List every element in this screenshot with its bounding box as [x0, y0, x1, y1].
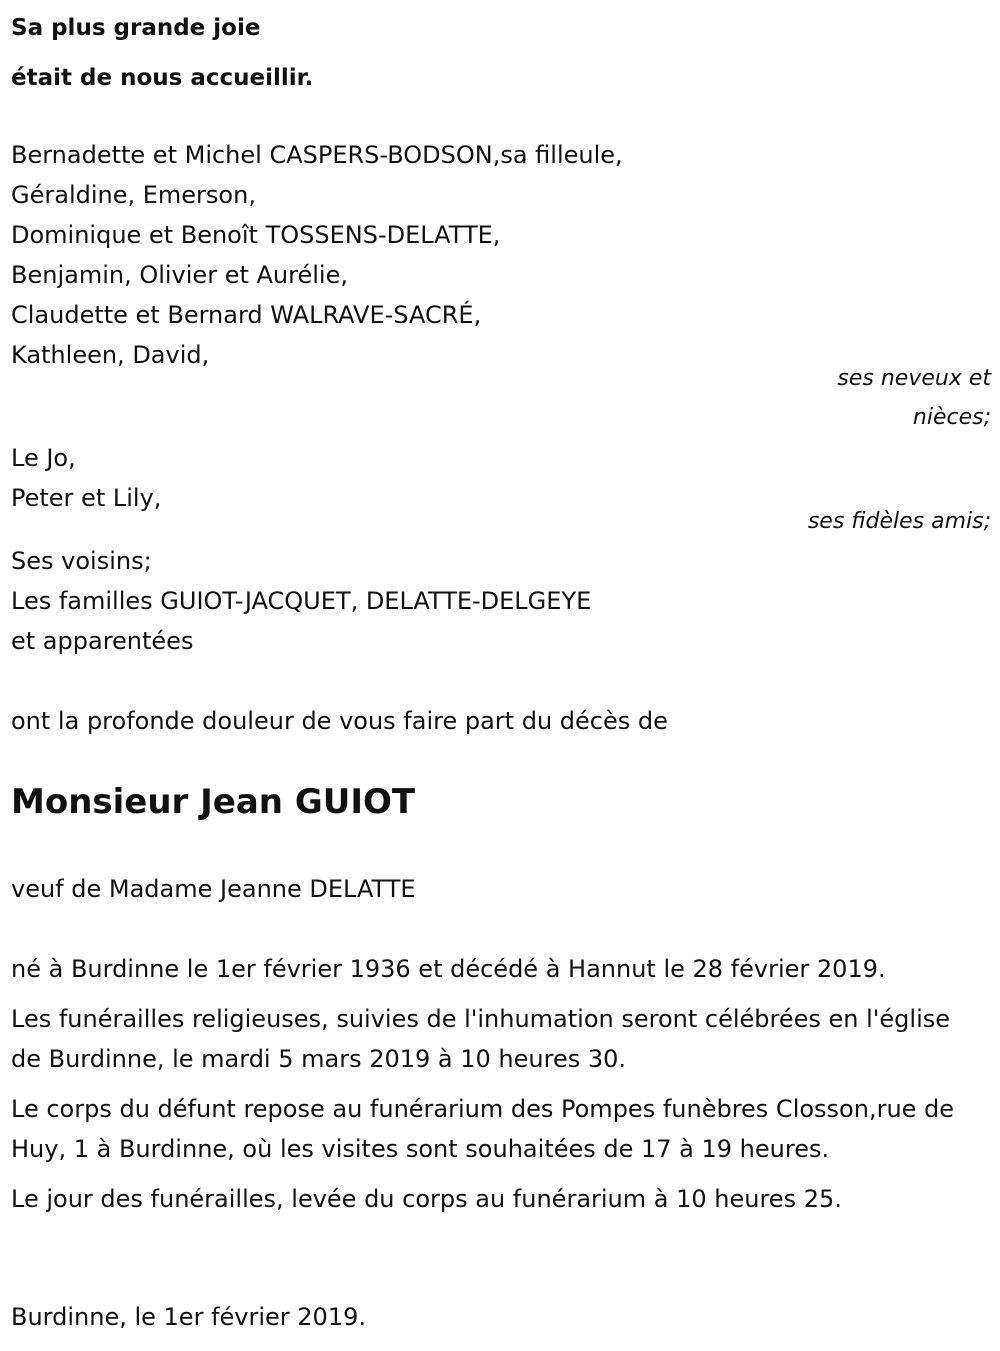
family-role — [691, 359, 991, 437]
intro-line-1: Sa plus grande joie — [11, 15, 261, 41]
others-line: Les familles GUIOT-JACQUET, DELATTE-DELGEYE — [11, 587, 592, 615]
departure-paragraph: Le jour des funérailles, levée du corps au funérarium à 10 heures 25. — [11, 1185, 842, 1213]
friends-list — [11, 438, 161, 518]
family-line: Bernadette et Michel CASPERS-BODSON,sa filleule, — [11, 141, 623, 169]
viewing-paragraph: Le corps du défunt repose au funérarium des Pompes funèbres Closson,rue de Huy, 1 à Burdinne, où les visites sont souhaitées de 17 à 19 heures. — [11, 1095, 955, 1163]
friends-line: Peter et Lily, — [11, 484, 162, 512]
family-role-line-1: ses neveux et — [837, 366, 991, 391]
widower-line: veuf de Madame Jeanne DELATTE — [11, 875, 416, 903]
family-role-line-2: nièces; — [912, 405, 991, 430]
family-line: Benjamin, Olivier et Aurélie, — [11, 261, 348, 289]
intro-block — [11, 2, 313, 102]
family-list — [11, 135, 623, 375]
funeral-paragraph: Les funérailles religieuses, suivies de l'inhumation seront célébrées en l'église de Burdinne, le mardi 5 mars 2019 à 10 heures 30. — [11, 1005, 950, 1073]
intro-line-2: était de nous accueillir. — [11, 65, 314, 91]
details-block — [11, 949, 986, 1219]
family-line: Kathleen, David, — [11, 341, 210, 369]
family-line: Claudette et Bernard WALRAVE-SACRÉ, — [11, 301, 482, 329]
closing-line: Burdinne, le 1er février 2019. — [11, 1303, 366, 1331]
others-list — [11, 541, 591, 661]
friends-role-line: ses fidèles amis; — [807, 509, 991, 534]
friends-role — [691, 502, 991, 541]
others-line: et apparentées — [11, 627, 194, 655]
others-line: Ses voisins; — [11, 547, 152, 575]
friends-line: Le Jo, — [11, 444, 76, 472]
announcement: ont la profonde douleur de vous faire part du décès de — [11, 707, 668, 735]
birth-death-paragraph: né à Burdinne le 1er février 1936 et décédé à Hannut le 28 février 2019. — [11, 955, 886, 983]
family-line: Dominique et Benoît TOSSENS-DELATTE, — [11, 221, 501, 249]
deceased-name: Monsieur Jean GUIOT — [11, 782, 416, 822]
family-line: Géraldine, Emerson, — [11, 181, 256, 209]
